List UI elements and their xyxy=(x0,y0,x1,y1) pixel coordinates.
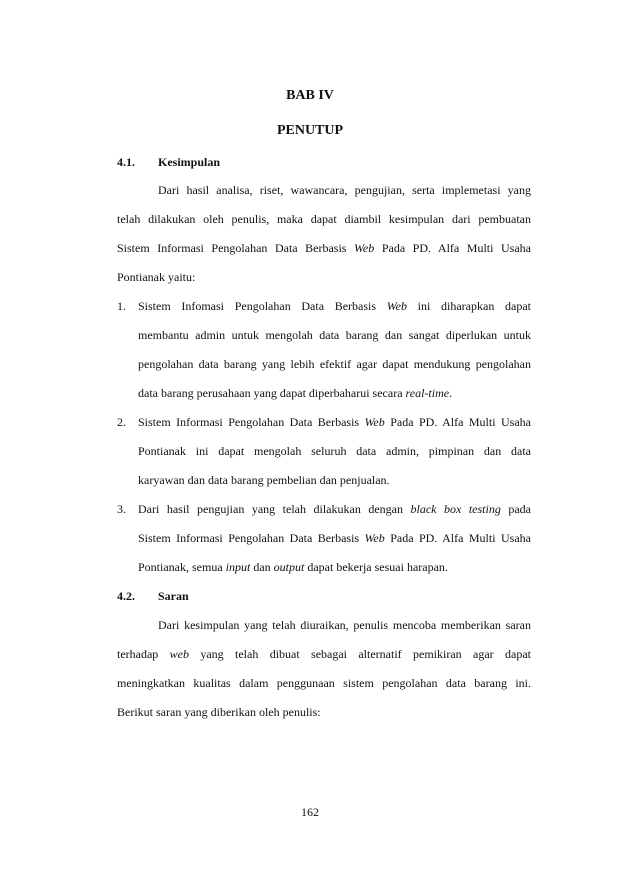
list-item-line: Sistem Informasi Pengolahan Data Berbasis Web Pada PD. Alfa Multi Usaha xyxy=(138,531,531,545)
section-1-number: 4.1. xyxy=(117,155,135,169)
list-item-line: Sistem Informasi Pengolahan Data Berbasis Web Pada PD. Alfa Multi Usaha xyxy=(138,415,531,429)
list-item-line: pengolahan data barang yang lebih efektif agar dapat mendukung pengolahan xyxy=(138,357,531,371)
list-marker: 1. xyxy=(117,299,126,313)
section-1-title: Kesimpulan xyxy=(158,155,221,169)
s2-paragraph-line: terhadap web yang telah dibuat sebagai alternatif pemikiran agar dapat xyxy=(117,647,531,661)
s2-paragraph-line: Berikut saran yang diberikan oleh penulis: xyxy=(117,705,321,719)
section-2-title: Saran xyxy=(158,589,189,603)
list-marker: 2. xyxy=(117,415,126,429)
s1-paragraph-line: Sistem Informasi Pengolahan Data Berbasis Web Pada PD. Alfa Multi Usaha xyxy=(117,241,531,255)
chapter-label: BAB IV xyxy=(286,88,334,103)
s1-paragraph-line: telah dilakukan oleh penulis, maka dapat diambil kesimpulan dari pembuatan xyxy=(117,212,531,226)
section-2-number: 4.2. xyxy=(117,589,135,603)
list-item-line: membantu admin untuk mengolah data barang dan sangat diperlukan untuk xyxy=(138,328,531,342)
list-item-line: Pontianak, semua input dan output dapat bekerja sesuai harapan. xyxy=(138,560,448,574)
list-marker: 3. xyxy=(117,502,126,516)
s1-paragraph-line: Dari hasil analisa, riset, wawancara, pengujian, serta implemetasi yang xyxy=(158,183,531,197)
page-number: 162 xyxy=(301,805,319,819)
s2-paragraph-line: meningkatkan kualitas dalam penggunaan sistem pengolahan data barang ini. xyxy=(117,676,531,690)
list-item-line: data barang perusahaan yang dapat diperbaharui secara real-time. xyxy=(138,386,453,400)
list-item-line: Dari hasil pengujian yang telah dilakukan dengan black box testing pada xyxy=(138,502,532,516)
s2-paragraph-line: Dari kesimpulan yang telah diuraikan, penulis mencoba memberikan saran xyxy=(158,618,531,632)
list-item-line: Sistem Infomasi Pengolahan Data Berbasis Web ini diharapkan dapat xyxy=(138,299,531,313)
chapter-title: PENUTUP xyxy=(276,123,344,138)
list-item-line: Pontianak ini dapat mengolah seluruh data admin, pimpinan dan data xyxy=(138,444,531,458)
s1-paragraph-line: Pontianak yaitu: xyxy=(117,270,196,284)
list-item-line: karyawan dan data barang pembelian dan penjualan. xyxy=(138,473,390,487)
